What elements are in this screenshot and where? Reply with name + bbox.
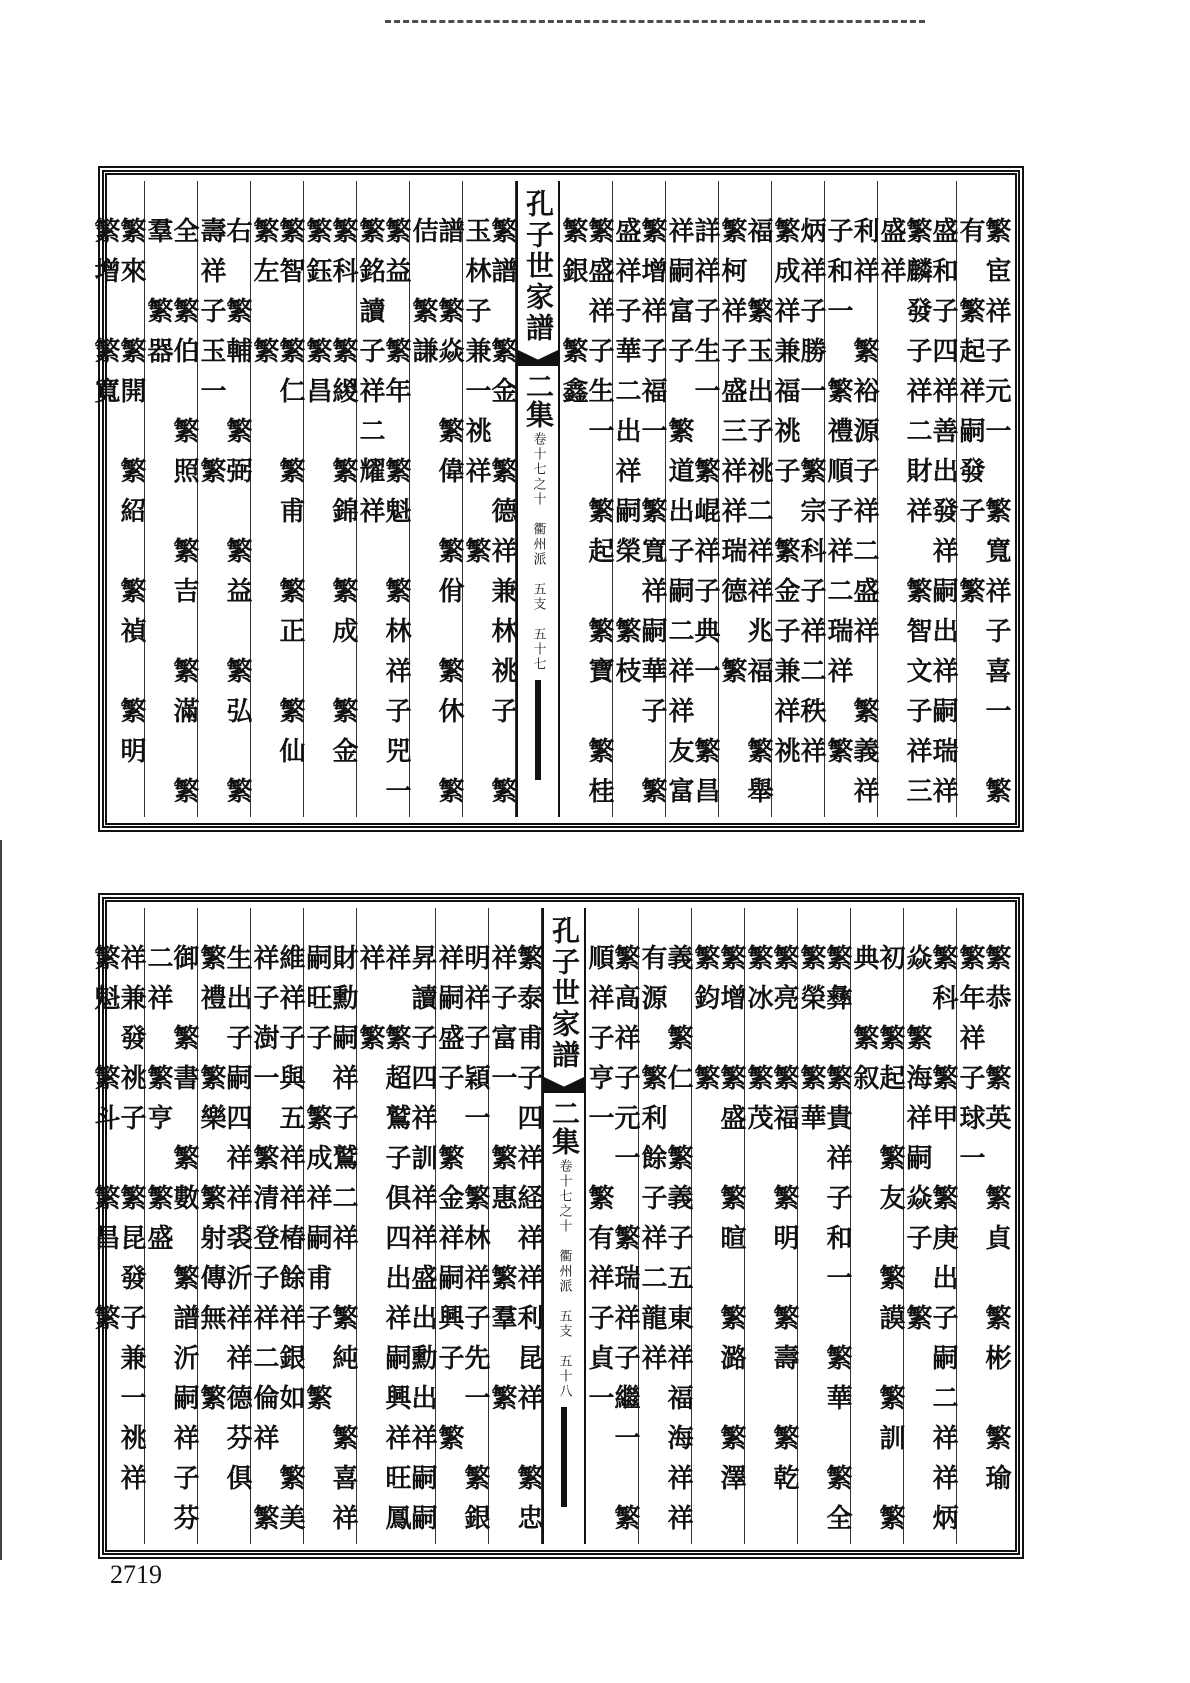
genealogy-page-57 [90,170,1020,857]
margin-bar [561,1407,567,1507]
name-column [251,908,304,1544]
name-column [463,181,516,817]
name-column [957,908,1009,1544]
column-text: 繁泰甫子四祥経祥祥利昆祥 繁忠祥子富一 繁惠 繁羣 繁 [487,944,543,1544]
column-text: 繁盛祥子生一 繁起 繁寶 繁桂 繁銀 繁鑫 [558,217,614,857]
column-text: 繁增祥子福一 繁寬祥嗣華子 繁盛祥子華二出祥嗣榮 繁枝 [611,217,667,817]
name-column [851,908,904,1544]
column-text: 譜 繁焱 繁偉 繁佾 繁休 繁佶 繁謙 [408,217,464,817]
volume-label: 二集 [548,1099,581,1155]
name-column [410,181,463,817]
column-text: 繁來 繁開 繁紹 繁禎 繁明 繁增 繁寬 [90,217,146,817]
name-column [666,181,719,817]
page-center-margin [516,181,560,817]
name-column [876,181,958,857]
name-column [586,908,639,1544]
scan-top-edge [385,2,925,23]
chapter-info: 卷十七之十 衢州派 五支 五十七 [530,432,546,672]
fish-tail-mark [518,350,558,366]
column-text: 繁益 繁年 繁魁 繁林祥子兕一 繁銘讀子祥二耀祥 [355,217,411,857]
name-column [745,908,798,1544]
column-text: 御 繁書 繁數 繁譜沂嗣祥子芬二祥 繁亨 繁盛 [143,944,199,1544]
name-column [436,908,489,1544]
name-column [772,181,825,817]
column-text: 繁科 繁緵 繁錦 繁成 繁金 繁鈺 繁昌 [302,217,358,817]
fish-tail-mark [544,1077,584,1093]
column-text: 繁恭 繁英 繁貞 繁彬 繁瑜 繁年祥子球一 [955,944,1011,1544]
name-column [957,181,1009,817]
name-column [639,908,692,1544]
column-text: 全 繁伯 繁照 繁吉 繁滿 繁羣 繁器 [143,217,199,817]
column-text: 詳祥子生一 繁崐祥子典一 繁昌祥嗣富子 繁道出子嗣二祥祥友富 [664,217,720,817]
name-column [904,908,957,1544]
column-text: 繁亮 繁福 繁明 繁壽 繁乾 繁冰 繁茂 [743,944,799,1544]
name-column [145,908,198,1544]
column-text: 維祥子與五祥祥椿餘祥銀如 繁美祥子澍一 繁清登子祥二倫祥 繁 [249,944,305,1544]
column-text: 祥兼發祧子 繁昆發子兼一祧祥 繁魁 繁斗 繁昌 繁 [90,944,146,1544]
chapter-info: 卷十七之十 衢州派 五支 五十八 [556,1159,572,1399]
column-text: 生出子嗣四祥祥裘沂祥祥德芬俱 繁禮 繁樂 繁射傳無 繁 [196,944,252,1544]
name-column [796,908,852,1584]
column-text: 繁譜 繁金 繁德祥兼林祧子 繁玉林子兼一祧祥 繁 [461,217,517,817]
name-column [92,181,145,817]
column-text: 繁高祥子元一 繁瑞祥子繼一 繁順祥子亨一 繁有祥子貞一 [584,944,640,1544]
column-text: 繁科 繁甲 繁庚出子嗣二祥祥炳焱 繁海祥嗣焱子 繁 [902,944,958,1544]
book-title: 孔子世家譜 [548,916,581,1071]
name-column [304,181,357,817]
column-text: 繁增 繁盛 繁暄 繁潞 繁澤 繁鈞 繁 [690,944,746,1544]
scan-left-edge [0,840,2,1560]
name-column [92,908,145,1544]
name-column [825,181,878,817]
name-column [251,181,304,817]
name-column [717,181,773,857]
margin-bar [535,680,541,780]
column-text: 盛和子四祥善出發祥嗣出祥嗣瑞祥 繁麟發子祥二財祥 繁智文子祥三盛祥 [876,217,958,857]
page-columns [90,181,1011,857]
column-text: 昇讀子四祥訓祥祥盛出勳出祥嗣嗣祥 繁超鷲子俱四出祥嗣興祥旺鳳祥 繁 [355,944,437,1544]
book-title: 孔子世家譜 [522,189,555,344]
column-text: 福 繁玉出子祧二祥祥兆福 繁舉 繁柯祥子盛三祥祥瑞德 繁 [717,217,773,857]
page-number: 2719 [110,1560,162,1589]
volume-label: 二集 [522,372,555,428]
name-column [355,181,411,857]
name-column [145,181,198,817]
name-column [198,908,251,1544]
name-column [489,908,542,1544]
page-center-margin [542,908,586,1544]
column-text: 繁彝 繁貴祥子和一 繁華 繁全 繁榮 繁華 [796,944,852,1584]
column-text: 繁宦祥子元一 繁寬祥子喜一 繁有 繁起祥嗣發子 繁 [955,217,1011,817]
column-text: 右 繁輔 繁弼 繁益 繁弘 繁壽祥子玉一 繁 [196,217,252,817]
column-text: 利祥 繁裕源子祥二盛祥 繁義祥子和一 繁禮順子祥二瑞祥 繁 [823,217,879,817]
column-text: 初 繁起 繁友 繁謨 繁訓 繁典 繁叙 [849,944,905,1544]
name-column [613,181,666,817]
name-column [198,181,251,817]
column-text: 財勳嗣祥子鷲二祥 繁純 繁喜祥嗣旺子 繁成祥嗣甫子 繁 [302,944,358,1544]
name-column [558,181,614,857]
column-text: 繁智 繁仁 繁甫 繁正 繁仙 繁左 繁 [249,217,305,817]
name-column [304,908,357,1544]
column-text: 明祥子穎一 繁林祥子先一 繁銀祥嗣盛子 繁金祥嗣興子 繁 [434,944,490,1544]
name-column [357,908,436,1544]
column-text: 義 繁仁 繁義子五東祥福海祥祥有源 繁利餘子祥二龍祥 [637,944,693,1544]
name-column [692,908,745,1544]
column-text: 炳祥子勝一 繁宗科子祥二秩祥 繁成祥兼福祧子 繁金子兼祥祧 [770,217,826,817]
